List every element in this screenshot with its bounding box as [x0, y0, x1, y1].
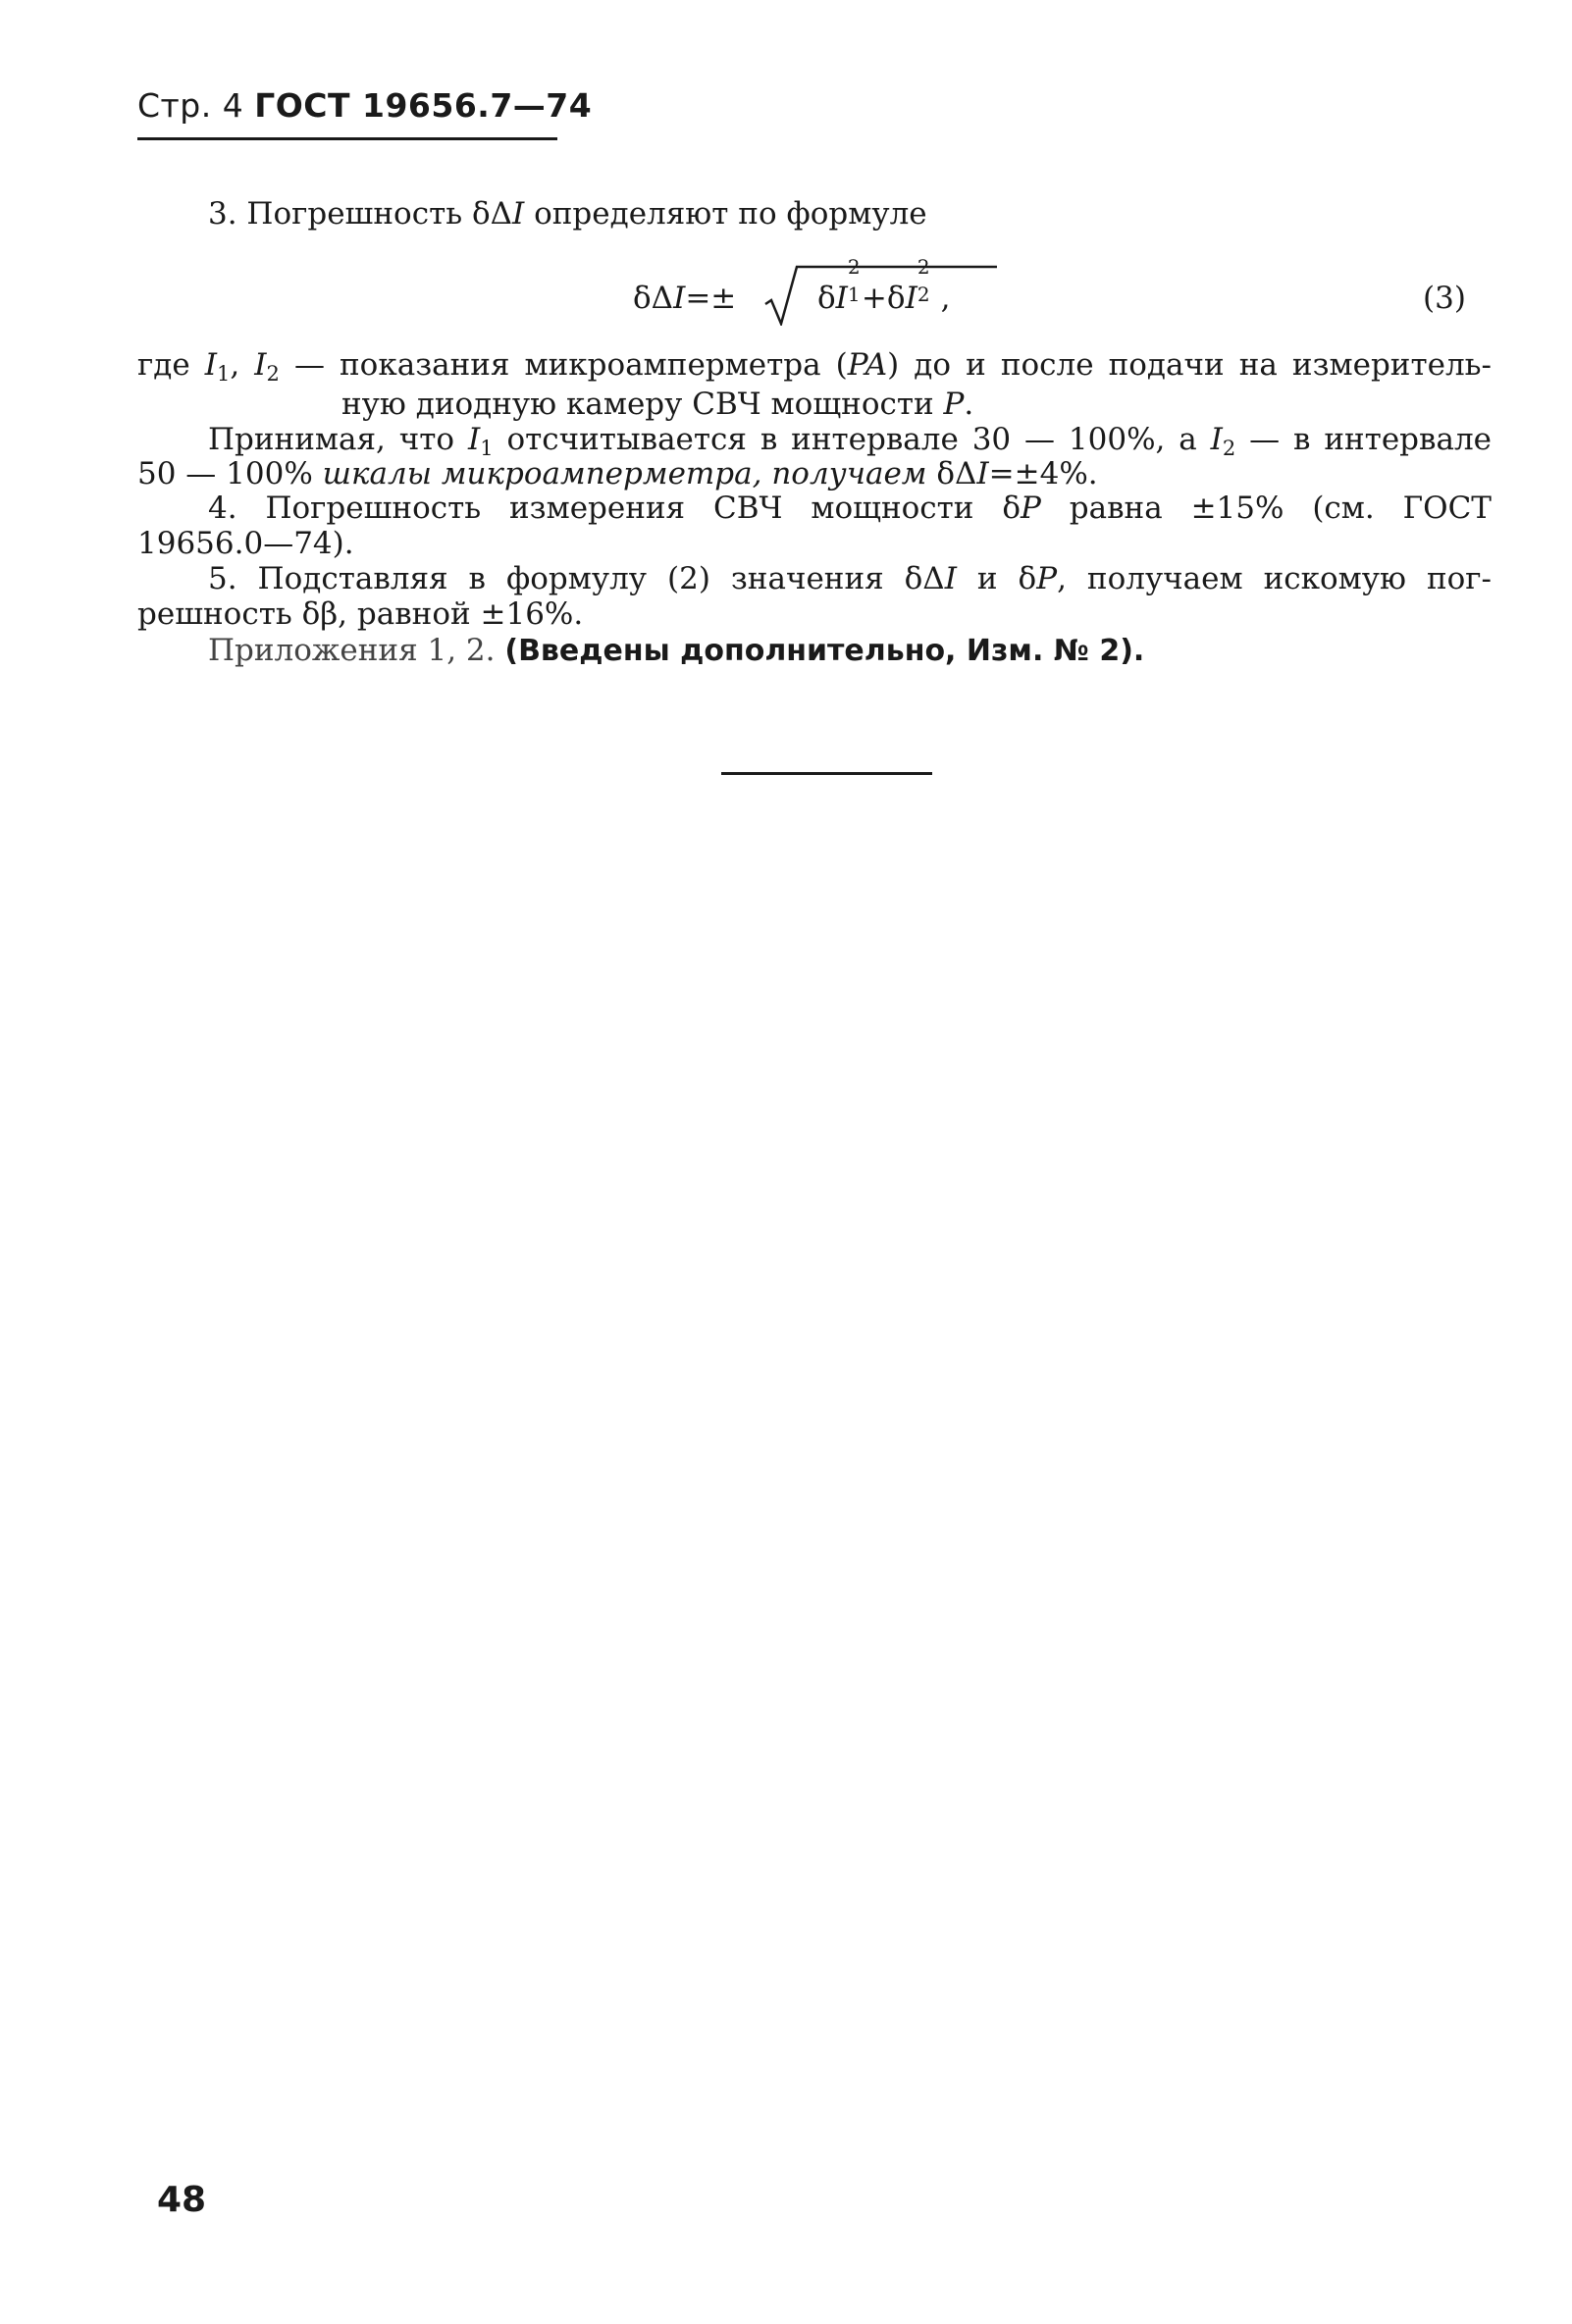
accepting-line-1	[208, 420, 1492, 459]
page-label: Стр. 4	[137, 86, 244, 125]
end-rule	[721, 772, 932, 775]
where-i1: I	[204, 347, 217, 383]
radicand-var-2: I	[905, 281, 917, 316]
appendix-normal: Приложения 1, 2.	[208, 633, 505, 668]
item-3-var: I	[512, 196, 525, 232]
accepting-l1-b: отсчитывается в интервале 30 — 100%, а	[493, 422, 1211, 457]
item-3-prefix: 3. Погрешность δΔ	[208, 196, 512, 232]
item-5-line-1	[208, 559, 1492, 598]
where-line2-end: .	[964, 387, 974, 422]
equation-number: (3)	[1423, 281, 1466, 316]
where-line-2	[341, 385, 973, 424]
where-i2: I	[254, 347, 267, 383]
where-start: где	[137, 347, 205, 383]
item-5-l1-i: I	[944, 561, 957, 596]
item-5-line-2: решность δβ, равной ±16%.	[137, 596, 584, 632]
page-number: 48	[157, 2180, 207, 2220]
accepting-l2-italic: шкалы микроамперметра, получаем	[322, 456, 927, 491]
item-4-line-1	[208, 489, 1492, 528]
where-sep: ,	[230, 347, 255, 383]
header-rule	[137, 137, 557, 140]
accepting-l2-c: =±4%.	[988, 456, 1098, 491]
where-text-2: ) до и после подачи на измеритель-	[887, 347, 1492, 383]
accepting-l2-i: I	[976, 456, 989, 491]
where-text-1: — показания микроамперметра (	[279, 347, 848, 383]
accepting-l1-i2: I	[1210, 422, 1223, 457]
page-header	[137, 86, 592, 125]
accepting-l1-a: Принимая, что	[208, 422, 468, 457]
formula-radicand: δI 2 1 +δI 2 2 ,	[817, 255, 951, 316]
formula-lhs-eq: =±	[685, 281, 737, 316]
accepting-line-2	[137, 454, 1098, 493]
radicand-delta-1: δ	[817, 281, 836, 316]
where-line2-p: P	[943, 387, 965, 422]
where-sub1: 1	[216, 362, 231, 386]
item-4-line-2: 19656.0—74).	[137, 526, 354, 561]
radicand-plus: +δ	[861, 281, 906, 316]
formula-lhs-var: I	[673, 281, 686, 316]
formula-lhs-delta: δΔ	[633, 281, 674, 316]
item-3-line	[208, 194, 927, 233]
standard-number: ГОСТ 19656.7—74	[254, 86, 593, 125]
accepting-l2-a: 50 — 100%	[137, 456, 323, 491]
accepting-l1-s1: 1	[480, 437, 494, 460]
item-4-l1-a: 4. Погрешность измерения СВЧ мощности δ	[208, 491, 1022, 526]
appendix-bold: (Введены дополнительно, Изм. № 2).	[504, 634, 1145, 668]
item-4-l1-p: P	[1021, 491, 1041, 526]
formula-3	[633, 255, 1030, 324]
where-pa: PA	[847, 347, 888, 383]
accepting-l1-c: — в интервале	[1235, 422, 1492, 457]
accepting-l1-i1: I	[467, 422, 481, 457]
item-5-l1-p: P	[1036, 561, 1058, 596]
accepting-l1-s2: 2	[1222, 437, 1236, 460]
formula-lhs	[633, 281, 736, 316]
where-sub2: 2	[266, 362, 280, 386]
where-line-1	[137, 345, 1492, 385]
item-4-l1-b: равна ±15% (см. ГОСТ	[1040, 491, 1492, 526]
appendix-note	[208, 631, 1144, 671]
formula-comma: ,	[930, 281, 951, 316]
item-3-suffix: определяют по формуле	[524, 196, 927, 232]
radicand-var-1: I	[835, 281, 848, 316]
item-5-l1-c: , получаем искомую пог-	[1057, 561, 1493, 596]
where-line2-text: ную диодную камеру СВЧ мощности	[341, 387, 944, 422]
item-5-l1-b: и δ	[956, 561, 1037, 596]
item-5-l1-a: 5. Подставляя в формулу (2) значения δΔ	[208, 561, 945, 596]
accepting-l2-b: δΔ	[926, 456, 977, 491]
